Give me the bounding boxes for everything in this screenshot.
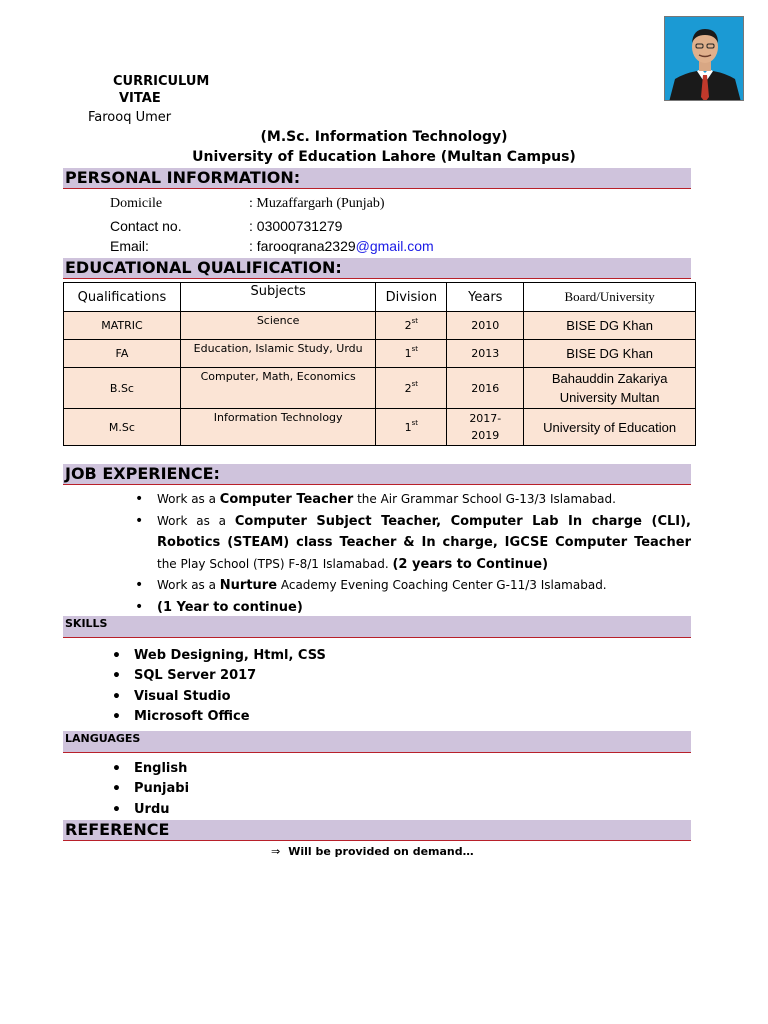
cell-board: University of Education [524, 409, 696, 446]
list-item: • Work as a Nurture Academy Evening Coaching Center G-11/3 Islamabad. [135, 575, 691, 597]
list-item: • Urdu [112, 800, 189, 820]
cell-years: 2013 [447, 340, 524, 368]
list-item: • Web Designing, Html, CSS [112, 646, 326, 666]
section-educational-qualification: EDUCATIONAL QUALIFICATION: [63, 258, 691, 279]
cell-subjects: Computer, Math, Economics [180, 368, 376, 409]
cell-division: 2st [376, 312, 447, 340]
candidate-name: Farooq Umer [88, 110, 172, 125]
languages-list [112, 759, 189, 820]
cell-board: Bahauddin Zakariya University Multan [524, 368, 696, 409]
header-years: Years [447, 283, 524, 312]
degree-title: (M.Sc. Information Technology) [260, 129, 508, 145]
reference-note [271, 845, 474, 858]
education-table [63, 282, 696, 446]
cell-qualification: B.Sc [64, 368, 181, 409]
contact-label: Contact no. [110, 218, 182, 234]
table-row [64, 368, 696, 409]
cell-years: 2010 [447, 312, 524, 340]
table-row [64, 409, 696, 446]
arrow-right-icon: ⇒ [271, 845, 281, 858]
cv-title [113, 73, 209, 107]
section-job-experience: JOB EXPERIENCE: [63, 464, 691, 485]
header-division: Division [376, 283, 447, 312]
cell-qualification: FA [64, 340, 181, 368]
list-item: • English [112, 759, 189, 779]
cv-title-line2: VITAE [119, 91, 161, 106]
domicile-label: Domicile [110, 196, 163, 211]
list-item: • Work as a Computer Subject Teacher, Computer Lab In charge (CLI), Robotics (STEAM) class Teacher & In charge, IGCSE Computer Teacher the Play School (TPS) F-8/1 Islamabad. (2 years to Continue) [135, 511, 691, 576]
header-subjects: Subjects [180, 283, 376, 312]
cell-subjects: Education, Islamic Study, Urdu [180, 340, 376, 368]
cell-qualification: M.Sc [64, 409, 181, 446]
cell-division: 1st [376, 340, 447, 368]
cell-board: BISE DG Khan [524, 340, 696, 368]
cell-board: BISE DG Khan [524, 312, 696, 340]
domicile-value: : Muzaffargarh (Punjab) [249, 196, 385, 211]
header-qualifications: Qualifications [64, 283, 181, 312]
list-item: • Punjabi [112, 779, 189, 799]
list-item: • Microsoft Office [112, 707, 326, 727]
list-item: • Visual Studio [112, 687, 326, 707]
section-skills: SKILLS [63, 616, 691, 638]
cell-years: 2017-2019 [447, 409, 524, 446]
cell-years: 2016 [447, 368, 524, 409]
skills-list [112, 646, 326, 727]
cv-title-line1: CURRICULUM [113, 74, 210, 89]
university-title: University of Education Lahore (Multan Campus) [192, 149, 576, 165]
cell-qualification: MATRIC [64, 312, 181, 340]
profile-photo-image [665, 17, 744, 101]
job-experience-list [135, 489, 691, 618]
list-item: • (1 Year to continue) [135, 597, 691, 619]
cell-subjects: Information Technology [180, 409, 376, 446]
section-languages: LANGUAGES [63, 731, 691, 753]
header-board-university: Board/University [524, 283, 696, 312]
cell-subjects: Science [180, 312, 376, 340]
section-personal-information: PERSONAL INFORMATION: [63, 168, 691, 189]
list-item: • SQL Server 2017 [112, 666, 326, 686]
email-user: : farooqrana2329 [249, 238, 356, 254]
email-domain-link[interactable]: @gmail.com [355, 238, 434, 254]
table-row [64, 340, 696, 368]
table-row [64, 312, 696, 340]
contact-value: : 03000731279 [249, 218, 343, 234]
table-header-row [64, 283, 696, 312]
section-reference: REFERENCE [63, 820, 691, 841]
email-value [249, 238, 434, 254]
list-item: • Work as a Computer Teacher the Air Grammar School G-13/3 Islamabad. [135, 489, 691, 511]
cell-division: 1st [376, 409, 447, 446]
reference-text: Will be provided on demand… [288, 845, 474, 858]
email-label: Email: [110, 238, 149, 254]
profile-photo [664, 16, 744, 101]
cell-division: 2st [376, 368, 447, 409]
